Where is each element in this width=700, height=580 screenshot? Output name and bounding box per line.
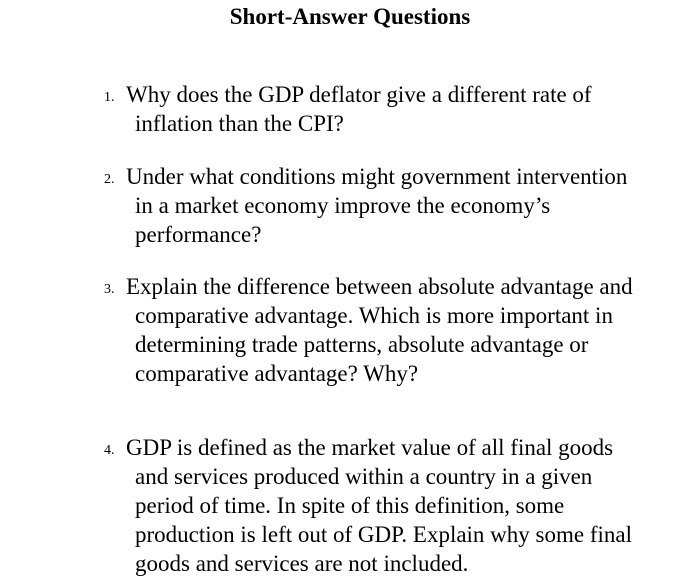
question-text: Explain the difference between absolute advantage and comparative advantage. Which is more important in determining trade patterns, absolute advantage or comparative advantage? Why?: [126, 274, 633, 386]
question-number: 4.: [104, 443, 115, 458]
question-number: 2.: [104, 172, 115, 187]
page-title: Short-Answer Questions: [229, 4, 471, 29]
question-3: [104, 272, 644, 388]
question-4: [104, 433, 644, 578]
question-number: 1.: [104, 90, 115, 105]
question-1: [104, 80, 644, 138]
question-number: 3.: [104, 282, 115, 297]
question-text: Why does the GDP deflator give a different rate of inflation than the CPI?: [126, 82, 592, 136]
question-2: [104, 162, 644, 249]
question-text: GDP is defined as the market value of all final goods and services produced within a country in a given period of time. In spite of this definition, some production is left out of GDP. Explain why some final goods and services are not included.: [126, 435, 632, 576]
question-text: Under what conditions might government intervention in a market economy improve the economy’s performance?: [126, 164, 628, 247]
